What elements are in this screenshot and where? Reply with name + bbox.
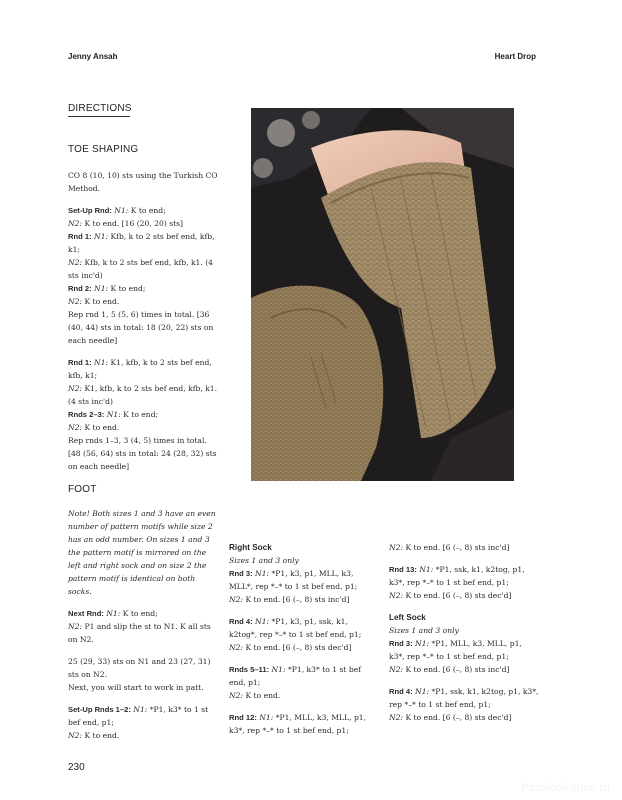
second-rnd1-n2: N2: K1, kfb, k to 2 sts bef end, kfb, k1. (4 sts inc'd) <box>68 384 218 406</box>
setup-rnds-1-2-n2: N2: K to end. <box>68 731 120 740</box>
right-rnds-5-11: Rnds 5–11: N1: *P1, k3* to 1 st bef end, p1; <box>229 665 362 687</box>
right-rnd3-n2: N2: K to end. [6 (–, 8) sts inc'd] <box>229 595 350 604</box>
rnd1-n2: N2: Kfb, k to 2 sts bef end, kfb, k1. (4 sts inc'd) <box>68 258 213 280</box>
right-rnd13: Rnd 13: N1: *P1, ssk, k1, k2tog, p1, k3*, rep *–* to 1 st bef end, p1; <box>389 565 525 587</box>
right-rnd4: Rnd 4: N1: *P1, k3, p1, ssk, k1, k2tog*, rep *–* to 1 st bef end, p1; <box>229 617 362 639</box>
next-rnd-n2: N2: P1 and slip the st to N1. K all sts on N2. <box>68 622 211 644</box>
setup-rnd-n2: N2: K to end. [16 (20, 20) sts] <box>68 219 183 228</box>
rnd2: Rnd 2: N1: K to end; <box>68 284 146 293</box>
toe-shaping-heading: TOE SHAPING <box>68 144 139 155</box>
directions-underline <box>68 116 130 117</box>
rnd1: Rnd 1: N1: Kfb, k to 2 sts bef end, kfb, k1; <box>68 232 215 254</box>
directions-heading: DIRECTIONS <box>68 103 132 114</box>
column-left-foot <box>68 507 218 742</box>
right-rnd13-n2: N2: K to end. [6 (–, 8) sts dec'd] <box>389 591 512 600</box>
left-rnd3: Rnd 3: N1: *P1, MLL, k3, MLL, p1, k3*, rep *–* to 1 st bef end, p1; <box>389 639 522 661</box>
right-rnd12: Rnd 12: N1: *P1, MLL, k3, MLL, p1, k3*, rep *–* to 1 st bef end, p1; <box>229 713 367 735</box>
right-rnds-5-11-n2: N2: K to end. <box>229 691 281 700</box>
setup-rnd: Set-Up Rnd: N1: K to end; <box>68 206 166 215</box>
rnd2-n2: N2: K to end. <box>68 297 120 306</box>
stitch-count: 25 (29, 33) sts on N1 and 23 (27, 31) sts on N2. <box>68 657 211 679</box>
repeat-2: Rep rnds 1–3, 3 (4, 5) times in total. [48 (56, 64) sts in total: 24 (28, 32) sts on each needle] <box>68 436 217 471</box>
sock-photo <box>251 108 514 481</box>
rnd12-n2: N2: K to end. [6 (–, 8) sts inc'd] <box>389 543 510 552</box>
note-text: Note! Both sizes 1 and 3 have an even number of pattern motifs while size 2 has an odd number. On sizes 1 and 3 the pattern motif is mirrored on the left and right sock and on size 2 the pattern motif is identical on both socks. <box>68 509 216 596</box>
right-sock-sizes: Sizes 1 and 3 only <box>229 556 299 565</box>
watermark: PassionForum.ru <box>521 782 610 794</box>
cast-on-text: CO 8 (10, 10) sts using the Turkish CO Method. <box>68 171 218 193</box>
left-sock-heading: Left Sock <box>389 613 426 622</box>
column-left <box>68 169 218 473</box>
column-right <box>389 541 539 724</box>
next-rnd: Next Rnd: N1: K to end; <box>68 609 158 618</box>
second-rnd1: Rnd 1: N1: K1, kfb, k to 2 sts bef end, kfb, k1; <box>68 358 212 380</box>
left-rnd4: Rnd 4: N1: *P1, ssk, k1, k2tog, p1, k3*, rep *–* to 1 st bef end, p1; <box>389 687 539 709</box>
rnds-2-3-n2: N2: K to end. <box>68 423 120 432</box>
right-sock-heading: Right Sock <box>229 543 272 552</box>
left-rnd3-n2: N2: K to end. [6 (–, 8) sts inc'd] <box>389 665 510 674</box>
foot-heading: FOOT <box>68 484 97 495</box>
next-patt: Next, you will start to work in patt. <box>68 683 204 692</box>
left-rnd4-n2: N2: K to end. [6 (–, 8) sts dec'd] <box>389 713 512 722</box>
right-rnd3: Rnd 3: N1: *P1, k3, p1, MLL, k3, MLL*, rep *–* to 1 st bef end, p1; <box>229 569 358 591</box>
setup-rnds-1-2: Set-Up Rnds 1–2: N1: *P1, k3* to 1 st bef end, p1; <box>68 705 209 727</box>
rnds-2-3: Rnds 2–3: N1: K to end; <box>68 410 159 419</box>
page-number: 230 <box>68 762 85 773</box>
column-middle <box>229 541 377 737</box>
running-header-author: Jenny Ansah <box>68 52 118 61</box>
left-sock-sizes: Sizes 1 and 3 only <box>389 626 459 635</box>
right-rnd4-n2: N2: K to end. [6 (–, 8) sts dec'd] <box>229 643 352 652</box>
running-header-title: Heart Drop <box>494 52 536 61</box>
repeat-1: Rep rnd 1, 5 (5, 6) times in total. [36 (40, 44) sts in total: 18 (20, 22) sts on each needle] <box>68 310 214 345</box>
